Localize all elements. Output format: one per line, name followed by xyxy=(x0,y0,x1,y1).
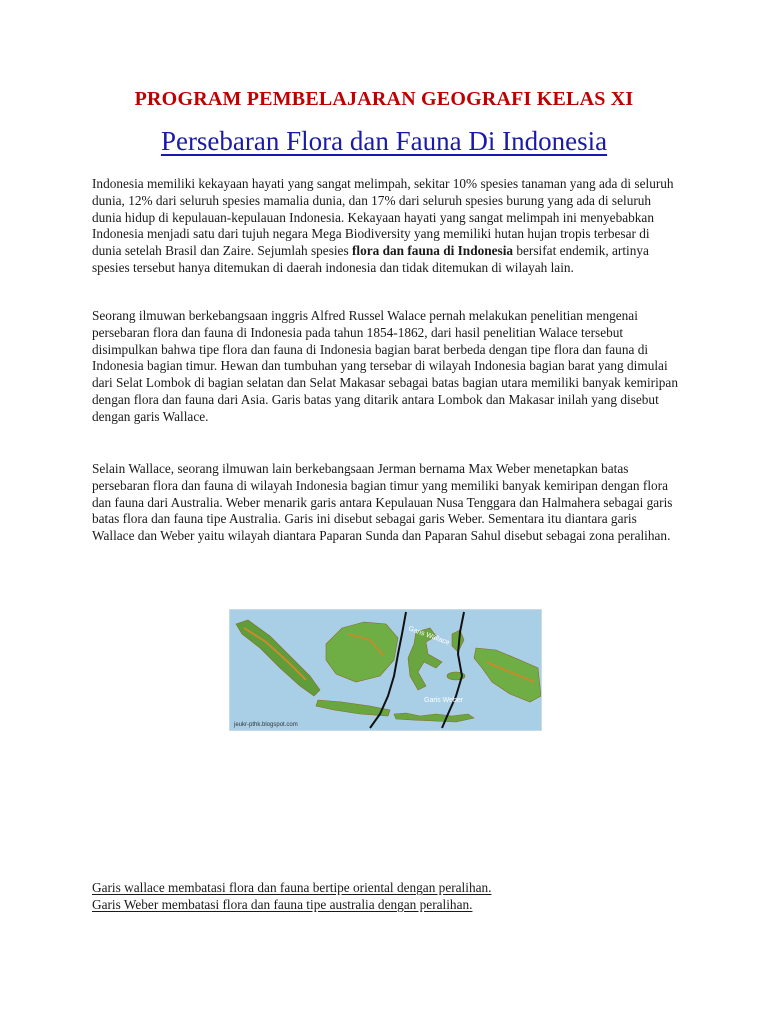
caption-wallace: Garis wallace membatasi flora dan fauna bertipe oriental dengan peralihan. xyxy=(92,880,492,895)
wallace-weber-map xyxy=(229,609,542,731)
paragraph-intro xyxy=(92,176,682,277)
map-watermark: jeukr-pthk.blogspot.com xyxy=(234,722,298,728)
page-title: Persebaran Flora dan Fauna Di Indonesia xyxy=(160,126,608,156)
intro-text-start: Indonesia memiliki kekayaan hayati yang sangat melimpah, sekitar 10% spesies tanaman yang ada di seluruh dunia, 12% dari seluruh spesies mamalia dunia, dan 17% dari seluruh spesies burung yang ada di seluruh dunia hidup di kepulauan-kepulauan Indonesia. Kekayaan hayati yang sangat melimpah ini menyebabkan Indonesia menjadi satu dari tujuh negara Mega Biodiversity yang memiliki hutan hujan tropis terbesar di dunia setelah Brasil dan Zaire. Sejumlah spesies xyxy=(92,176,674,259)
intro-text-end: bersifat endemik, artinya spesies tersebut hanya ditemukan di daerah indonesia dan tidak ditemukan di wilayah lain. xyxy=(92,243,649,275)
paragraph-wallace: Seorang ilmuwan berkebangsaan inggris Alfred Russel Walace pernah melakukan penelitian mengenai persebaran flora dan fauna di Indonesia pada tahun 1854-1862, dari hasil penelitian Walace tersebut disimpulkan bahwa tipe flora dan fauna di Indonesia bagian barat berbeda dengan tipe flora dan fauna di Indonesia bagian timur. Hewan dan tumbuhan yang tersebar di wilayah Indonesia bagian barat yang dimulai dari Selat Lombok di bagian selatan dan Selat Makasar sebagai batas bagian utara memiliki banyak kemiripan dengan flora dan fauna dari Asia. Garis batas yang ditarik antara Lombok dan Makasar inilah yang disebut dengan garis Wallace. xyxy=(92,308,678,424)
paragraph-weber: Selain Wallace, seorang ilmuwan lain berkebangsaan Jerman bernama Max Weber menetapkan batas persebaran flora dan fauna di wilayah Indonesia bagian timur yang memiliki banyak kemiripan dengan flora dan fauna dari Australia. Weber menarik garis antara Kepulauan Nusa Tenggara dan Halmahera sebagai garis batas flora dan fauna tipe Australia. Garis ini disebut sebagai garis Weber. Sementara itu diantara garis Wallace dan Weber yaitu wilayah diantara Paparan Sunda dan Paparan Sahul disebut sebagai zona peralihan. xyxy=(92,461,673,544)
label-weber: Garis Weber xyxy=(424,697,464,704)
map-graphic xyxy=(230,610,541,730)
intro-bold-phrase: flora dan fauna di Indonesia xyxy=(351,243,514,259)
label-wallace: Garis Wallace xyxy=(407,625,451,647)
caption-weber: Garis Weber membatasi flora dan fauna tipe australia dengan peralihan. xyxy=(92,896,473,912)
class-heading: PROGRAM PEMBELAJARAN GEOGRAFI KELAS XI xyxy=(134,88,634,110)
caption-block xyxy=(92,880,491,914)
